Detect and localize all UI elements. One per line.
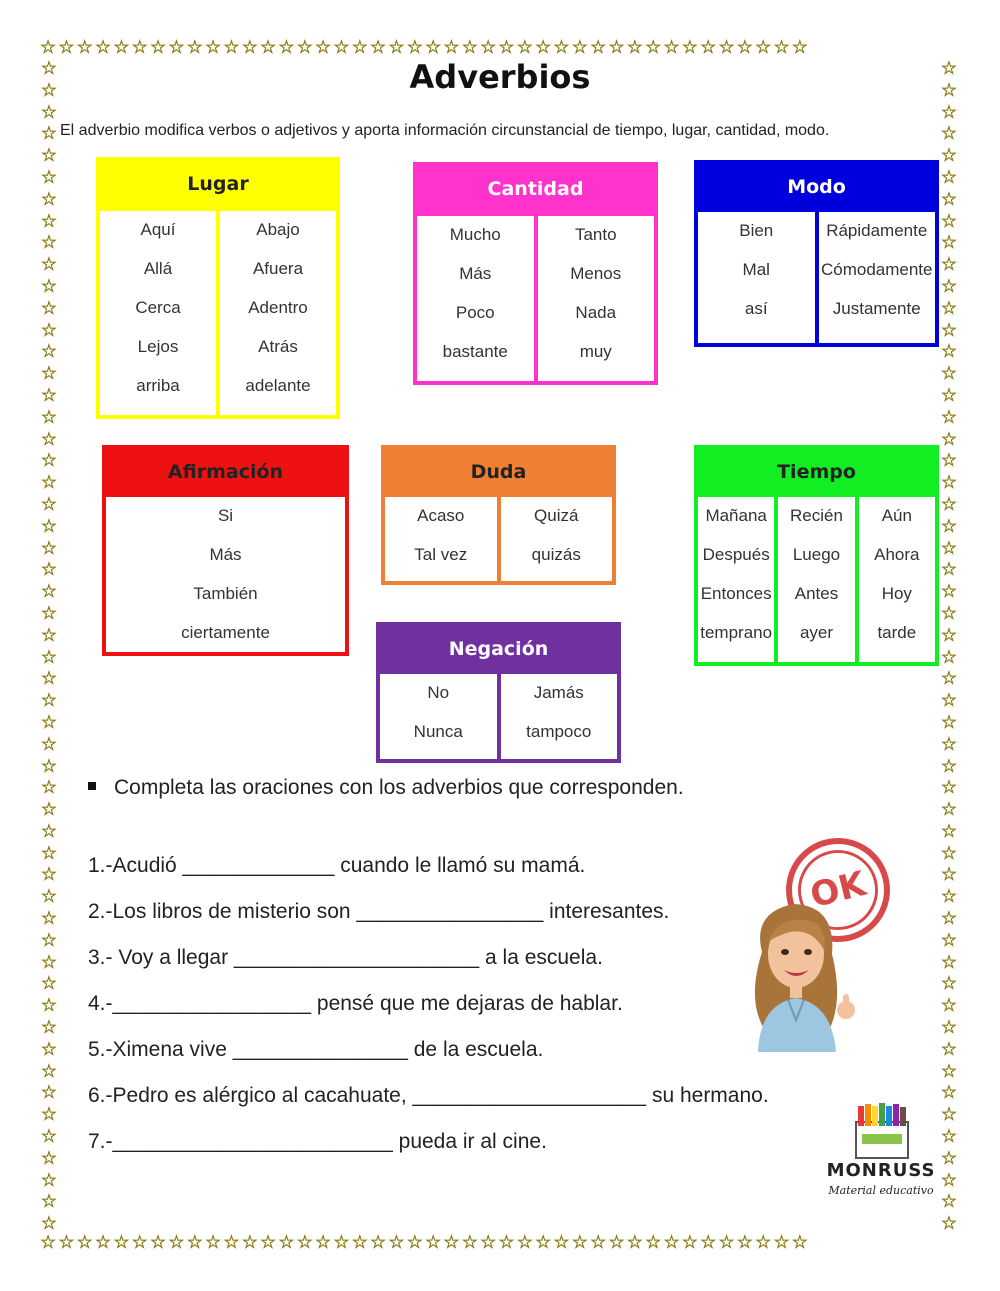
box-tiempo-column [778,497,854,662]
adverb-word: así [744,299,768,318]
adverb-word: Luego [792,545,841,564]
logo-subtitle: Material educativo [828,1184,934,1197]
box-lugar [96,157,340,419]
instruction [88,776,684,800]
teacher-avatar-icon [732,892,862,1052]
box-lugar-column [220,211,336,415]
adverb-word: Adentro [248,298,308,317]
sentence-7: 7.-________________________ pueda ir al cine. [88,1130,547,1153]
adverb-word: Si [217,506,234,525]
adverb-word: Tal vez [414,545,468,564]
sentence-2: 2.-Los libros de misterio son ________________ interesantes. [88,900,670,923]
box-modo-column [819,212,936,343]
adverb-word: Cerca [135,298,181,317]
sentence-3: 3.- Voy a llegar _____________________ a la escuela. [88,946,603,969]
adverb-word: No [427,683,450,702]
adverb-word: Más [209,545,242,564]
adverb-word: Atrás [258,337,298,356]
box-lugar-title: Lugar [187,173,249,195]
box-duda-column [501,497,613,581]
box-negacion-column [501,674,618,759]
box-modo-title: Modo [787,176,846,198]
box-duda-title: Duda [470,461,527,483]
box-cantidad-column [538,216,655,381]
box-modo [694,160,939,347]
adverb-word: Nada [575,303,617,322]
adverb-word: Cómodamente [820,260,933,279]
adverb-word: Abajo [256,220,300,239]
adverb-word: Bien [739,221,774,240]
star-border-right: ☆ ☆ ☆ ☆ ☆ ☆ ☆ ☆ ☆ ☆ ☆ ☆ ☆ ☆ ☆ ☆ ☆ ☆ ☆ ☆ ☆ ☆ ☆ ☆ ☆ ☆ ☆ ☆ ☆ ☆ ☆ ☆ ☆ ☆ ☆ ☆ ☆ ☆ ☆ ☆ ☆ ☆ ☆ ☆ ☆ ☆ ☆ ☆ ☆ ☆ ☆ ☆ ☆ ☆ [940,58,958,1233]
adverb-word: Entonces [700,584,772,603]
box-modo-column [698,212,815,343]
adverb-word: Menos [570,264,622,283]
adverb-word: ayer [799,623,834,642]
box-lugar-column [100,211,216,415]
adverb-word: Recién [790,506,843,525]
adverb-word: Aún [881,506,912,525]
adverb-word: Después [702,545,770,564]
box-afirmacion-title: Afirmación [167,461,284,483]
sentence-4: 4.-_________________ pensé que me dejaras de hablar. [88,992,623,1015]
adverb-word: Jamás [533,683,584,702]
box-tiempo-column [859,497,935,662]
sentence-6: 6.-Pedro es alérgico al cacahuate, ____________________ su hermano. [88,1084,769,1107]
box-duda-column [385,497,497,581]
adverb-word: Nunca [413,722,463,741]
adverb-word: adelante [245,376,311,395]
sentence-5: 5.-Ximena vive _______________ de la escuela. [88,1038,544,1061]
star-border-left: ☆ ☆ ☆ ☆ ☆ ☆ ☆ ☆ ☆ ☆ ☆ ☆ ☆ ☆ ☆ ☆ ☆ ☆ ☆ ☆ ☆ ☆ ☆ ☆ ☆ ☆ ☆ ☆ ☆ ☆ ☆ ☆ ☆ ☆ ☆ ☆ ☆ ☆ ☆ ☆ ☆ ☆ ☆ ☆ ☆ ☆ ☆ ☆ ☆ ☆ ☆ ☆ ☆ ☆ [40,58,58,1233]
adverb-word: Justamente [832,299,921,318]
adverb-word: También [193,584,258,603]
crayon-box-icon [826,1100,936,1162]
adverb-word: temprano [700,623,773,642]
adverb-word: Mañana [705,506,767,525]
adverb-word: Lejos [137,337,179,356]
star-border-bottom: ☆☆☆☆☆☆☆☆☆☆☆☆☆☆☆☆☆☆☆☆☆☆☆☆☆☆☆☆☆☆☆☆☆☆☆☆☆☆☆☆☆☆ [40,1232,811,1252]
box-afirmacion [102,445,349,656]
box-tiempo [694,445,939,666]
adverb-word: Quizá [534,506,579,525]
adverb-word: tarde [877,623,917,642]
adverb-word: Acaso [417,506,465,525]
adverb-word: Mal [742,260,770,279]
adverb-word: quizás [531,545,581,564]
adverb-word: Poco [455,303,495,322]
logo-name: MONRUSS [826,1160,936,1181]
instruction-text: Completa las oraciones con los adverbios que corresponden. [114,776,684,799]
adverb-word: Mucho [449,225,501,244]
box-negacion-title: Negación [448,638,549,660]
adverb-word: ciertamente [181,623,270,642]
adverb-word: Más [459,264,492,283]
adverb-word: Allá [143,259,173,278]
box-tiempo-column [698,497,774,662]
page-title: Adverbios [409,58,591,96]
box-duda [381,445,616,585]
box-negacion [376,622,621,763]
bullet-icon [88,782,96,790]
adverb-word: bastante [442,342,508,361]
adverb-word: Hoy [881,584,912,603]
box-afirmacion-column [106,497,345,652]
adverb-word: tampoco [526,722,592,741]
box-negacion-column [380,674,497,759]
ok-stamp-text: OK [790,842,887,939]
adverb-word: Tanto [574,225,617,244]
adverb-word: Antes [794,584,839,603]
box-cantidad-title: Cantidad [487,178,584,200]
star-border-top: ☆☆☆☆☆☆☆☆☆☆☆☆☆☆☆☆☆☆☆☆☆☆☆☆☆☆☆☆☆☆☆☆☆☆☆☆☆☆☆☆☆☆ [40,37,811,57]
box-cantidad [413,162,658,385]
box-tiempo-title: Tiempo [777,461,856,483]
adverb-word: muy [579,342,612,361]
adverb-word: Afuera [252,259,304,278]
adverb-word: Aquí [140,220,176,239]
sentence-1: 1.-Acudió _____________ cuando le llamó su mamá. [88,854,586,877]
box-cantidad-column [417,216,534,381]
adverb-word: Ahora [874,545,920,564]
intro-text: El adverbio modifica verbos o adjetivos y aporta información circunstancial de tiempo, lugar, cantidad, modo. [60,122,830,139]
adverb-word: Rápidamente [826,221,928,240]
adverb-word: arriba [136,376,180,395]
monruss-logo [826,1100,936,1200]
